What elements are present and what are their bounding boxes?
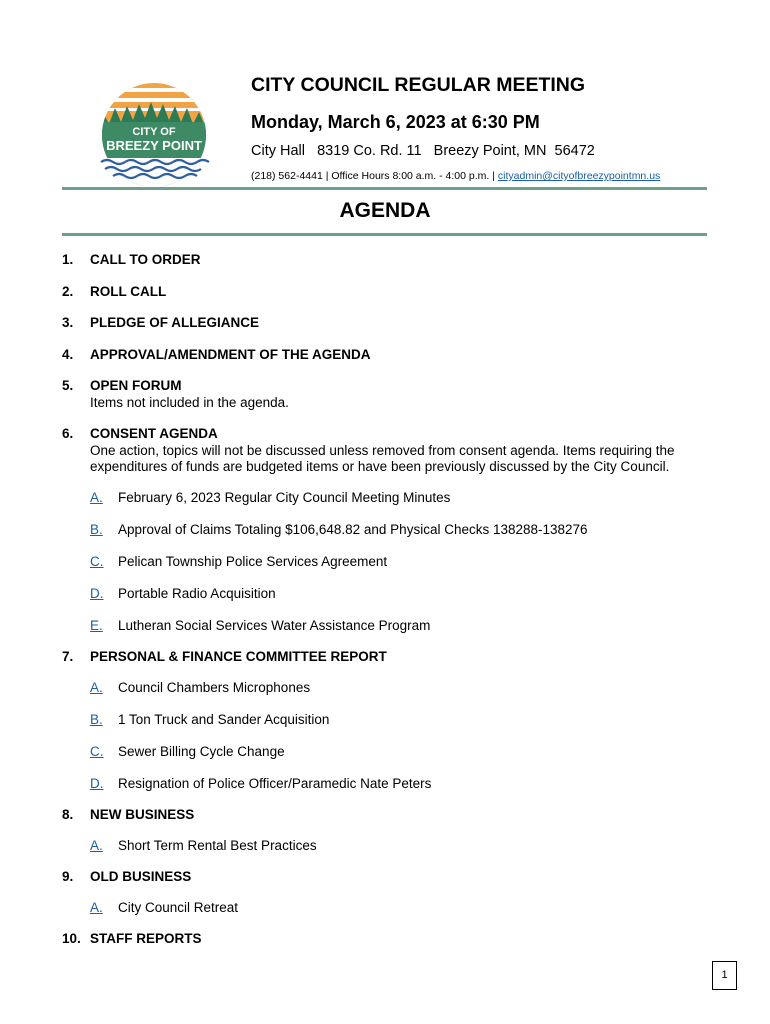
sub-item <box>90 586 712 603</box>
agenda-item-heading: CONSENT AGENDA <box>90 426 218 441</box>
agenda-item-number: 1. <box>62 252 74 267</box>
sub-item-text: City Council Retreat <box>118 899 239 915</box>
sub-item-text: 1 Ton Truck and Sander Acquisition <box>118 711 330 727</box>
agenda-item <box>62 315 712 332</box>
agenda-item-number: 4. <box>62 346 74 362</box>
agenda-item-heading: PLEDGE OF ALLEGIANCE <box>90 315 260 330</box>
agenda-item-number: 2. <box>62 283 74 299</box>
sub-item-link[interactable]: A. <box>90 679 103 695</box>
sub-item-link[interactable]: E. <box>90 617 103 633</box>
agenda-item-heading: CALL TO ORDER <box>90 252 201 267</box>
sub-item-link[interactable]: B. <box>90 711 103 727</box>
sub-item <box>90 900 712 917</box>
agenda-item-heading: OLD BUSINESS <box>90 869 192 884</box>
sub-item-text: Approval of Claims Totaling $106,648.82 and Physical Checks 138288-138276 <box>118 521 588 537</box>
sub-item-text: Lutheran Social Services Water Assistance Program <box>118 617 431 633</box>
sub-item-text: Sewer Billing Cycle Change <box>118 743 285 759</box>
sub-item-text: Portable Radio Acquisition <box>118 585 276 601</box>
sub-item <box>90 522 712 539</box>
agenda-item <box>62 869 712 916</box>
agenda-item-description: Items not included in the agenda. <box>90 394 289 410</box>
contact-line <box>251 170 660 182</box>
agenda-item <box>62 426 712 634</box>
agenda-item <box>62 807 712 854</box>
meeting-address: City Hall 8319 Co. Rd. 11 Breezy Point, MN 56472 <box>251 143 595 159</box>
sub-item-link[interactable]: D. <box>90 775 104 791</box>
sub-item-text: Council Chambers Microphones <box>118 679 311 695</box>
sub-item-list <box>90 900 712 917</box>
sub-item-list <box>90 838 712 855</box>
header-divider <box>62 187 707 190</box>
sub-item <box>90 712 712 729</box>
contact-info: (218) 562-4441 | Office Hours 8:00 a.m. - 4:00 p.m. | <box>251 170 498 182</box>
agenda-item-number: 6. <box>62 426 74 441</box>
sub-item-list <box>90 490 712 635</box>
sub-item-link[interactable]: C. <box>90 553 104 569</box>
agenda-item-heading: ROLL CALL <box>90 283 167 299</box>
agenda-item-number: 9. <box>62 869 74 884</box>
meeting-date: Monday, March 6, 2023 at 6:30 PM <box>251 112 540 132</box>
agenda-item <box>62 378 712 411</box>
sub-item-list <box>90 680 712 793</box>
logo-text-breezy-point: BREEZY POINT <box>106 138 202 153</box>
agenda-item-number: 8. <box>62 807 74 822</box>
agenda-item-heading: APPROVAL/AMENDMENT OF THE AGENDA <box>90 346 371 362</box>
email-link[interactable]: cityadmin@cityofbreezypointmn.us <box>497 170 661 182</box>
agenda-item-description: One action, topics will not be discussed unless removed from consent agenda. Items requiring the expenditures of funds are budgeted items or have been previously discussed by the City Council. <box>90 442 675 474</box>
sub-item-text: Resignation of Police Officer/Paramedic Nate Peters <box>118 775 432 791</box>
sub-item <box>90 838 712 855</box>
sub-item-text: February 6, 2023 Regular City Council Meeting Minutes <box>118 489 451 505</box>
agenda-item <box>62 284 712 301</box>
sub-item <box>90 776 712 793</box>
logo-text-city-of: CITY OF <box>132 126 176 138</box>
sub-item <box>90 680 712 697</box>
agenda-item-number: 7. <box>62 649 74 664</box>
page-number: 1 <box>712 961 737 990</box>
sub-item <box>90 744 712 761</box>
agenda-item-heading: STAFF REPORTS <box>90 931 202 946</box>
agenda-item-heading: PERSONAL & FINANCE COMMITTEE REPORT <box>90 649 387 664</box>
agenda-divider <box>62 233 707 236</box>
sub-item-link[interactable]: A. <box>90 899 103 915</box>
sub-item-link[interactable]: B. <box>90 521 103 537</box>
agenda-title: AGENDA <box>339 199 431 222</box>
sub-item-link[interactable]: A. <box>90 489 103 505</box>
agenda-item <box>62 649 712 792</box>
sub-item-text: Pelican Township Police Services Agreement <box>118 553 388 569</box>
agenda-list <box>62 252 712 963</box>
agenda-item-number: 10. <box>62 931 81 946</box>
agenda-item-number: 3. <box>62 315 74 330</box>
meeting-title: CITY COUNCIL REGULAR MEETING <box>251 74 586 96</box>
sub-item <box>90 618 712 635</box>
agenda-item <box>62 347 712 364</box>
agenda-item-number: 5. <box>62 378 74 393</box>
agenda-item-heading: OPEN FORUM <box>90 378 182 393</box>
agenda-item <box>62 931 712 948</box>
sub-item <box>90 554 712 571</box>
agenda-item <box>62 252 712 269</box>
sub-item-text: Short Term Rental Best Practices <box>118 837 317 853</box>
sub-item-link[interactable]: A. <box>90 837 103 853</box>
city-logo <box>95 78 213 186</box>
sub-item <box>90 490 712 507</box>
agenda-item-heading: NEW BUSINESS <box>90 807 195 822</box>
sub-item-link[interactable]: C. <box>90 743 104 759</box>
sub-item-link[interactable]: D. <box>90 585 104 601</box>
